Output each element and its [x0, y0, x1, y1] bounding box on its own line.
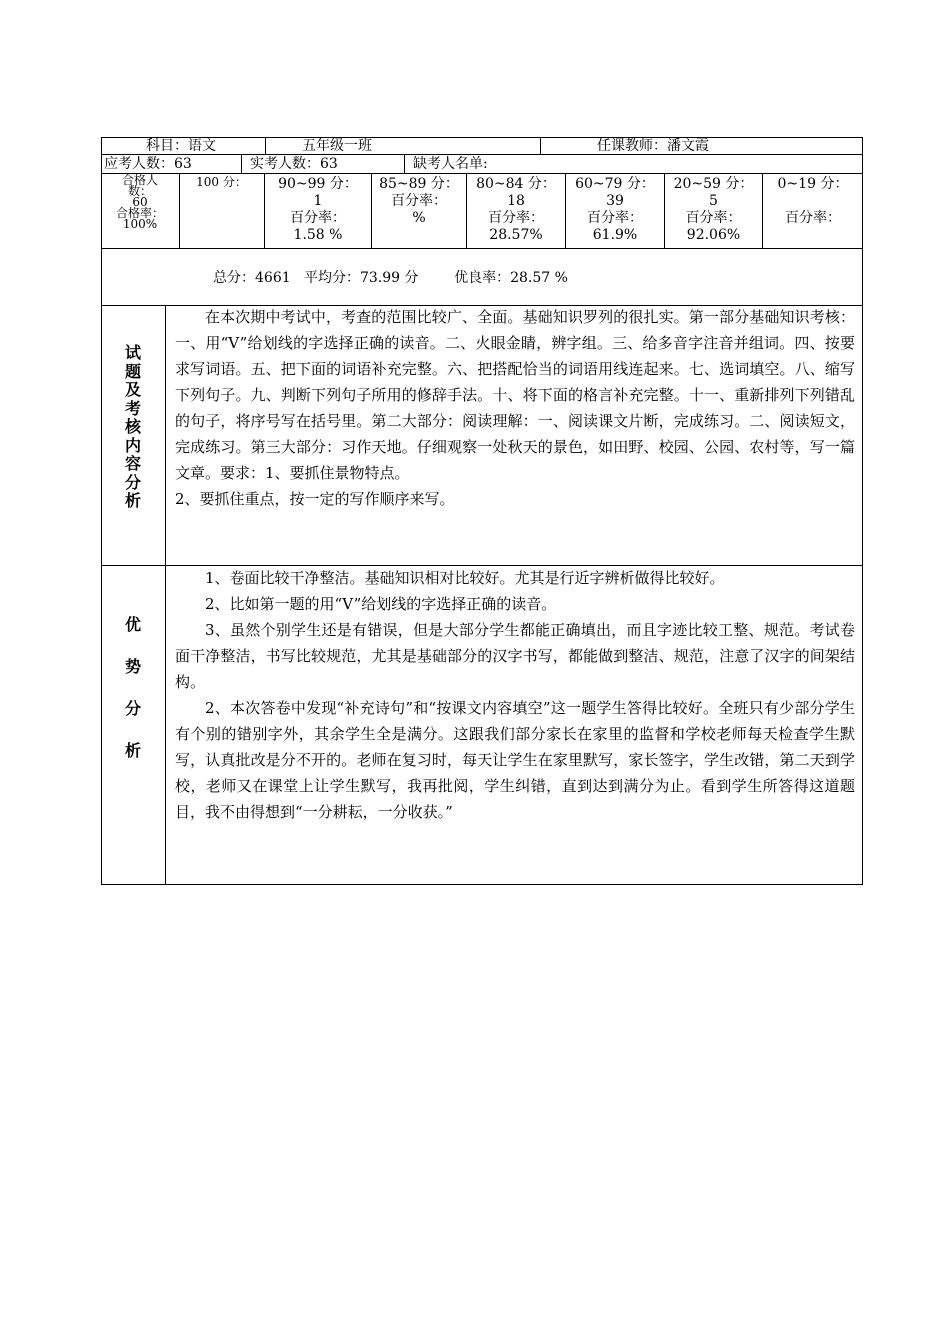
band-range: 85~89 分： — [379, 176, 459, 192]
advantage-analysis-text — [175, 565, 855, 825]
col-divider — [265, 137, 266, 154]
pass-count-label-2: 数： — [127, 184, 152, 198]
pass-stats-cell — [101, 175, 179, 230]
band-rate: 61.9% — [592, 227, 638, 243]
row-divider — [101, 154, 863, 155]
score-band-80-84 — [467, 176, 565, 244]
expected-count-cell: 应考人数：63 — [104, 156, 192, 172]
band-count: 39 — [606, 193, 624, 209]
band-rate-label: 百分率： — [785, 210, 841, 226]
band-count: 1 — [313, 193, 323, 209]
band-rate: 92.06% — [686, 227, 741, 243]
band-rate-label: 百分率： — [587, 210, 643, 226]
paragraph: 1、卷面比较干净整洁。基础知识相对比较好。尤其是行近字辨析做得比较好。 — [205, 569, 725, 587]
band-count: 5 — [709, 193, 718, 209]
paragraph: 3、虽然个别学生还是有错误，但是大部分学生都能正确填出，而且字迹比较工整、规范。考试卷面干净整洁，书写比较规范，尤其是基础部分的汉字书写，都能做到整洁、规范，注意了汉字的间架结构。 — [175, 621, 855, 691]
band-range: 0~19 分： — [777, 176, 849, 192]
score-band-20-59 — [665, 176, 762, 244]
pass-rate-value: 100% — [122, 217, 158, 231]
band-rate: % — [412, 210, 426, 226]
paragraph: 2、比如第一题的用“V”给划线的字选择正确的读音。 — [205, 595, 557, 613]
pass-count-label-1: 合格人 — [121, 173, 158, 187]
actual-count-cell: 实考人数：63 — [250, 156, 338, 172]
band-rate-label: 百分率： — [391, 193, 447, 209]
band-count: 18 — [507, 193, 525, 209]
class-cell: 五年级一班 — [302, 138, 372, 154]
band-rate: 28.57% — [489, 227, 543, 243]
col-divider — [404, 154, 405, 173]
paragraph: 2、本次答卷中发现“补充诗句”和“按课文内容填空”这一题学生答得比较好。全班只有少部分学生有个别的错别字外，其余学生全是满分。这跟我们部分家长在家里的监督和学校老师每天检查学生默写，认真批改是分不开的。老师在复习时，每天让学生在家里默写，家长签字，学生改错，第二天到学校，老师又在课堂上让学生默写，我再批阅，学生纠错，直到达到满分为止。看到学生所答得这道题目，我不由得想到“一分耕耘，一分收获。” — [175, 699, 855, 821]
band-range: 20~59 分： — [673, 176, 754, 192]
score-summary: 总分：4661 平均分：73.99 分 优良率：28.57 % — [213, 270, 568, 286]
band-rate: 1.58 % — [293, 227, 343, 243]
score-band-0-19 — [763, 176, 863, 227]
col-divider — [540, 137, 541, 154]
band-range: 90~99 分： — [278, 176, 358, 192]
subject-cell: 科目：语文 — [146, 138, 216, 154]
pass-count-value: 60 — [132, 195, 148, 209]
score-band-60-79 — [566, 176, 664, 244]
score-band-85-89 — [372, 176, 466, 227]
band-rate-label: 百分率： — [685, 210, 742, 226]
row-divider — [101, 248, 863, 249]
band-rate-label: 百分率： — [290, 210, 346, 226]
band-range: 60~79 分： — [575, 176, 655, 192]
full-score-cell: 100 分： — [196, 175, 247, 189]
col-divider — [165, 305, 166, 885]
band-rate-label: 百分率： — [488, 210, 544, 226]
paragraph: 在本次期中考试中，考查的范围比较广、全面。基础知识罗列的很扎实。第一部分基础知识考核：一、用“V”给划线的字选择正确的读音。二、火眼金睛，辨字组。三、给多音字注音并组词。四、按要求写词语。五、把下面的词语补充完整。六、把搭配恰当的词语用线连起来。七、选词填空。八、缩写下列句子。九、判断下列句子所用的修辞手法。十、将下面的格言补充完整。十一、重新排列下列错乱的句子，将序号写在括号里。第二大部分：阅读理解：一、阅读课文片断，完成练习。二、阅读短文，完成练习。第三大部分：习作天地。仔细观察一处秋天的景色，如田野、校园、公园、农村等，写一篇文章。要求：1、要抓住景物特点。 — [175, 308, 855, 482]
section-label-advantage-analysis: 优 势 分 析 — [124, 615, 141, 760]
content-analysis-text — [175, 304, 855, 512]
absent-list-cell: 缺考人名单: — [413, 156, 488, 172]
band-range: 80~84 分： — [476, 176, 556, 192]
row-divider — [101, 173, 863, 174]
section-label-content-analysis: 试 题 及 考 核 内 容 分 析 — [124, 343, 141, 510]
score-band-90-99 — [265, 176, 371, 244]
teacher-cell: 任课教师：潘文霞 — [597, 138, 709, 154]
paragraph: 2、要抓住重点，按一定的写作顺序来写。 — [175, 490, 455, 508]
pass-rate-label: 合格率： — [115, 206, 164, 220]
col-divider — [241, 154, 242, 173]
